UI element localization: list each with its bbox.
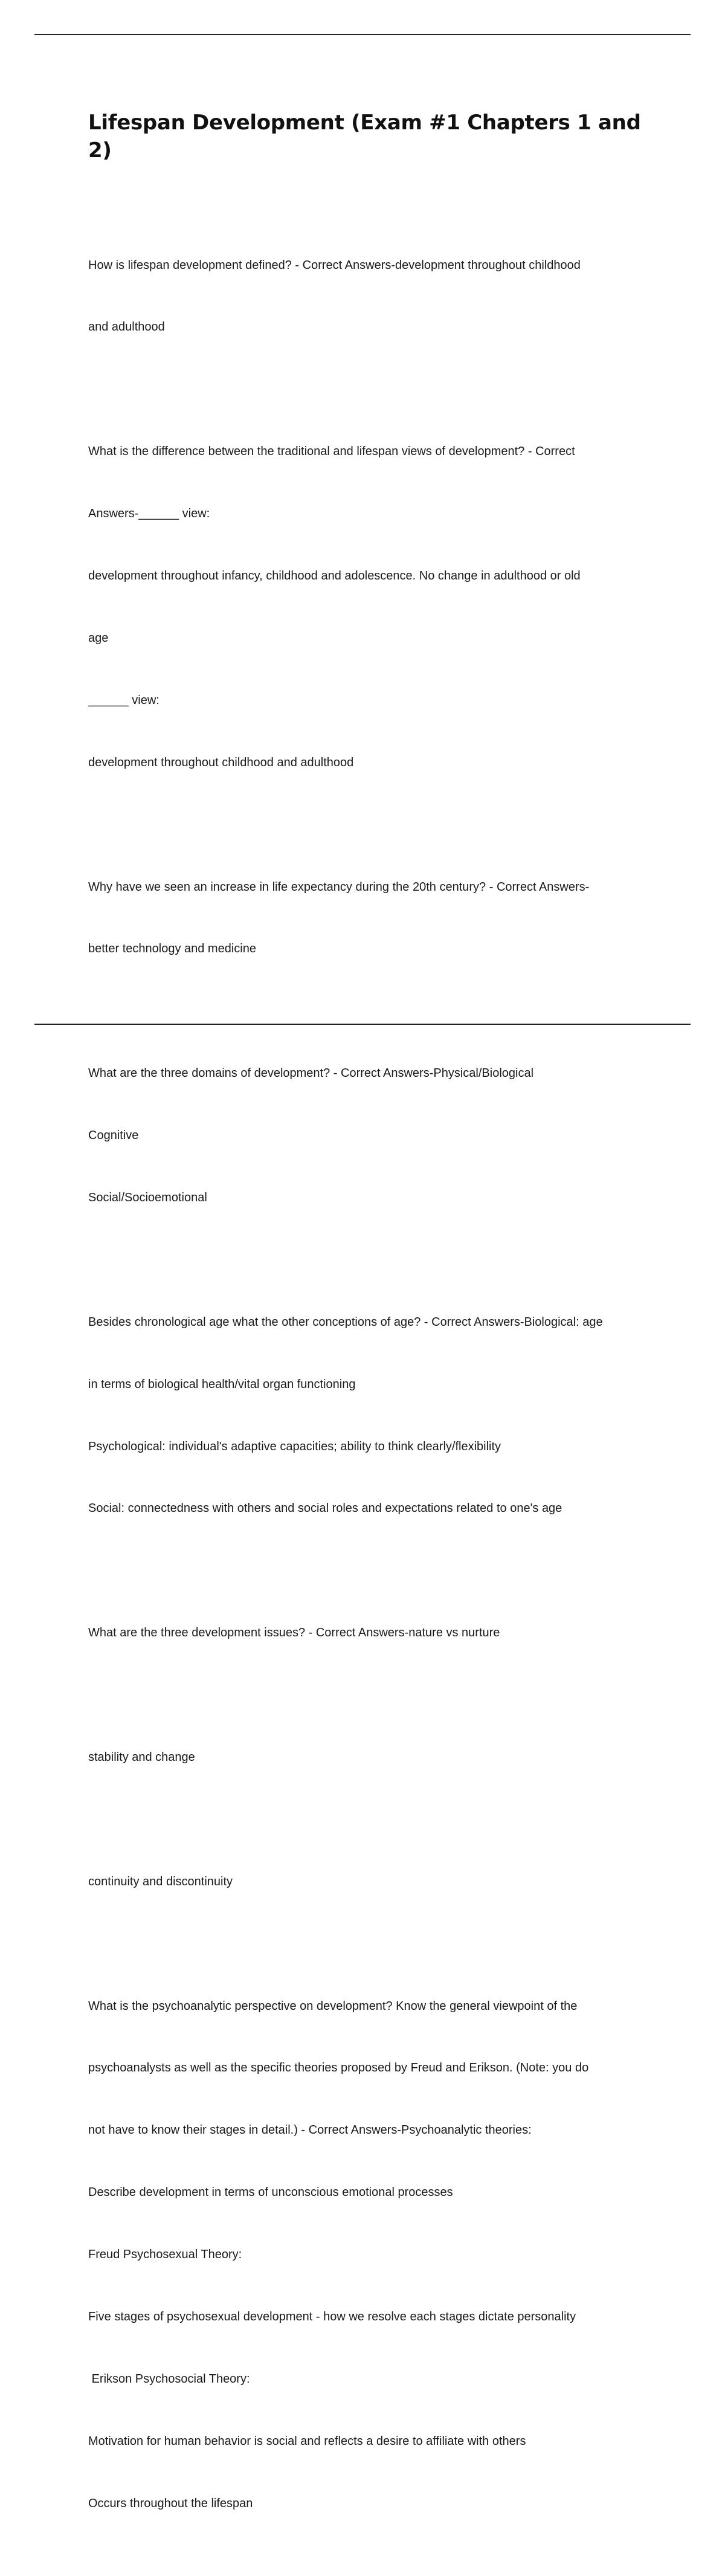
qa-line: What is the difference between the traditional and lifespan views of development? - Correct	[88, 445, 575, 459]
qa-item	[88, 1022, 656, 1250]
qa-item	[88, 1954, 656, 2555]
qa-line: Social/Socioemotional	[88, 1190, 207, 1204]
qa-line: better technology and medicine	[88, 942, 256, 956]
qa-line: Why have we seen an increase in life expectancy during the 20th century? - Correct Answers-	[88, 880, 590, 894]
qa-line: ______ view:	[88, 693, 160, 707]
qa-item	[88, 1830, 656, 1933]
qa-line: Occurs throughout the lifespan	[88, 2496, 253, 2510]
qa-line: Cognitive	[88, 1129, 139, 1143]
qa-item	[88, 1270, 656, 1560]
qa-line: What is the psychoanalytic perspective on development? Know the general viewpoint of the	[88, 1999, 578, 2013]
qa-line: What are the three development issues? - Correct Answers-nature vs nurture	[88, 1626, 500, 1640]
top-rule	[34, 34, 691, 35]
qa-line: and adulthood	[88, 320, 165, 334]
qa-item	[88, 1705, 656, 1809]
qa-line: What are the three domains of development? - Correct Answers-Physical/Biological	[88, 1067, 534, 1080]
qa-line: continuity and discontinuity	[88, 1874, 233, 1888]
qa-item	[88, 835, 656, 1001]
bottom-rule	[34, 1024, 691, 1025]
qa-line: Answers-______ view:	[88, 507, 210, 521]
document-title: Lifespan Development (Exam #1 Chapters 1 and 2)	[88, 111, 641, 163]
qa-line: Psychological: individual's adaptive capacities; ability to think clearly/flexibility	[88, 1439, 501, 1453]
qa-line: psychoanalysts as well as the specific theories proposed by Freud and Erikson. (Note: you do	[88, 2061, 589, 2075]
qa-line: Erikson Psychosocial Theory:	[88, 2372, 250, 2386]
qa-line: not have to know their stages in detail.) - Correct Answers-Psychoanalytic theories:	[88, 2123, 532, 2137]
qa-line: development throughout infancy, childhood and adolescence. No change in adulthood or old	[88, 569, 581, 583]
qa-line: How is lifespan development defined? - Correct Answers-development throughout childhood	[88, 258, 581, 272]
qa-line: age	[88, 631, 109, 645]
qa-line: Five stages of psychosexual development - how we resolve each stages dictate personality	[88, 2310, 576, 2323]
qa-line: Besides chronological age what the other conceptions of age? - Correct Answers-Biological: age	[88, 1315, 603, 1329]
qa-line: development throughout childhood and adulthood	[88, 755, 354, 769]
qa-line: Motivation for human behavior is social and reflects a desire to affiliate with others	[88, 2434, 526, 2448]
document-body	[88, 109, 656, 2576]
qa-item	[88, 213, 656, 379]
qa-line: Social: connectedness with others and social roles and expectations related to one's age	[88, 1502, 562, 1516]
qa-list	[88, 213, 656, 2555]
qa-line: in terms of biological health/vital organ functioning	[88, 1377, 356, 1391]
qa-line: Freud Psychosexual Theory:	[88, 2248, 242, 2262]
qa-line: stability and change	[88, 1750, 195, 1764]
qa-item	[88, 400, 656, 815]
qa-line: Describe development in terms of unconscious emotional processes	[88, 2186, 453, 2200]
qa-item	[88, 1581, 656, 1685]
